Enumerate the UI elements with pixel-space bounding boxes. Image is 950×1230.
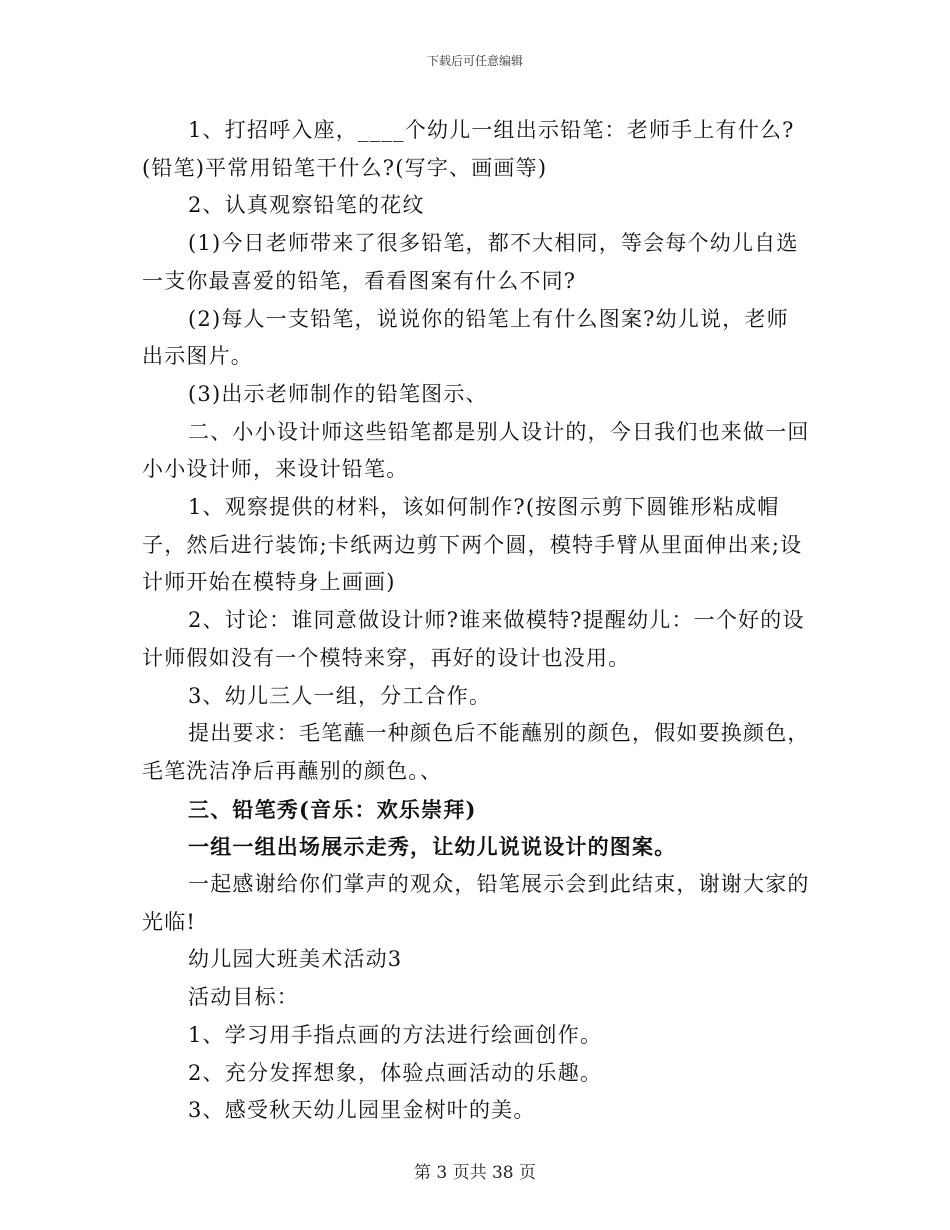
objective-item: 3、感受秋天幼儿园里金树叶的美。 bbox=[188, 1098, 536, 1123]
paragraph: 二、小小设计师这些铅笔都是别人设计的，今日我们也来做一回小小设计师，来设计铅笔。 bbox=[142, 419, 810, 482]
activity-title: 幼儿园大班美术活动3 bbox=[188, 947, 403, 972]
objective-item: 2、充分发挥想象，体验点画活动的乐趣。 bbox=[188, 1060, 603, 1085]
objective-item: 1、学习用手指点画的方法进行绘画创作。 bbox=[188, 1022, 603, 1047]
bold-paragraph: 一组一组出场展示走秀，让幼儿说说设计的图案。 bbox=[188, 834, 677, 860]
paragraph: 2、讨论：谁同意做设计师?谁来做模特?提醒幼儿：一个好的设计师假如没有一个模特来穿，再好的设计也没用。 bbox=[142, 608, 805, 670]
paragraph: (2)每人一支铅笔，说说你的铅笔上有什么图案?幼儿说，老师出示图片。 bbox=[142, 306, 789, 369]
page-header: 下载后可任意编辑 bbox=[426, 54, 523, 68]
paragraph: 提出要求：毛笔蘸一种颜色后不能蘸别的颜色，假如要换颜色，毛笔洗洁净后再蘸别的颜色。、 bbox=[142, 721, 810, 783]
page-number-footer: 第 3 页共 38 页 bbox=[413, 1163, 537, 1183]
paragraph: 2、认真观察铅笔的花纹 bbox=[188, 193, 425, 218]
paragraph: 1、打招呼入座，____个幼儿一组出示铅笔：老师手上有什么?(铅笔)平常用铅笔干什么?(写字、画画等) bbox=[142, 118, 795, 180]
objectives-label: 活动目标： bbox=[188, 985, 299, 1010]
paragraph: (1)今日老师带来了很多铅笔，都不大相同，等会每个幼儿自选一支你最喜爱的铅笔，看看图案有什么不同? bbox=[142, 231, 799, 293]
paragraph: 3、幼儿三人一组，分工合作。 bbox=[188, 683, 492, 708]
document-body bbox=[142, 112, 810, 1130]
paragraph: 一起感谢给你们掌声的观众，铅笔展示会到此结束，谢谢大家的光临! bbox=[142, 872, 810, 934]
paragraph: 1、观察提供的材料，该如何制作?(按图示剪下圆锥形粘成帽子，然后进行装饰;卡纸两边剪下两个圆，模特手臂从里面伸出来;设计师开始在模特身上画画) bbox=[142, 495, 803, 595]
section-heading: 三、铅笔秀(音乐：欢乐崇拜) bbox=[188, 796, 477, 822]
paragraph: (3)出示老师制作的铅笔图示、 bbox=[188, 381, 488, 406]
